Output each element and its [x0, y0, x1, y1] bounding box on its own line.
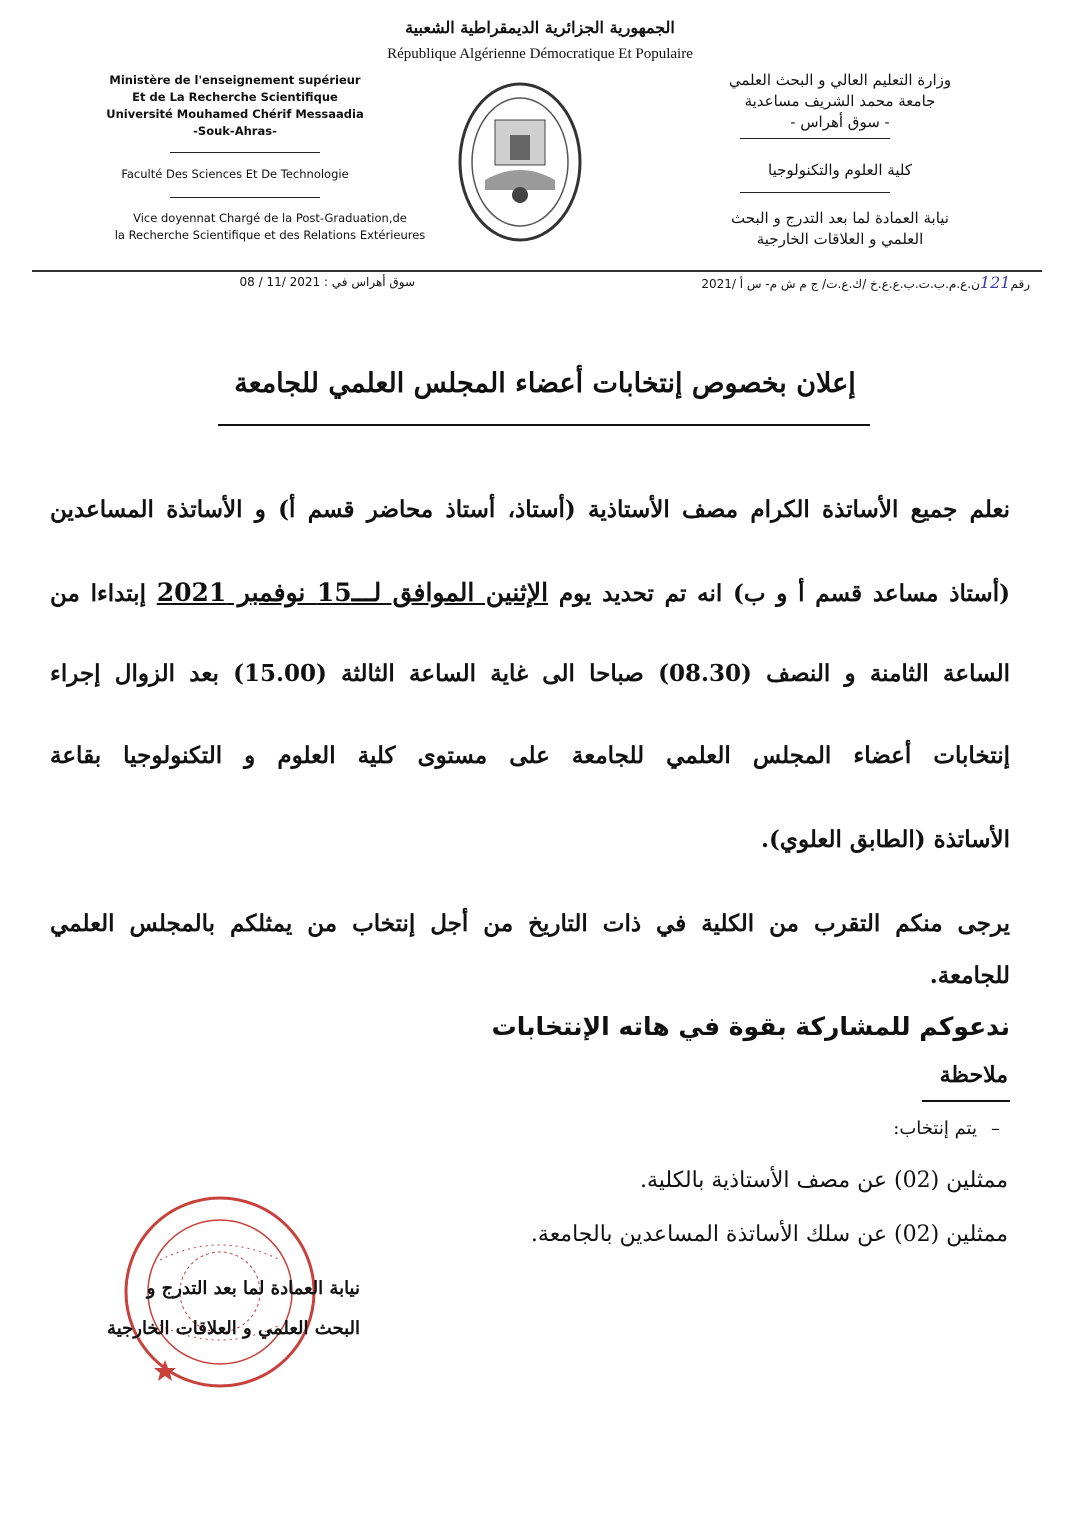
right-separator-2: [740, 192, 890, 193]
ministry-line-1: Ministère de l'enseignement supérieur: [109, 73, 361, 87]
vice-line-2: la Recherche Scientifique et des Relations Extérieures: [114, 228, 426, 242]
note-intro-text: يتم إنتخاب:: [893, 1118, 977, 1139]
note-dash: –: [991, 1118, 1000, 1139]
city-arabic: - سوق أهراس -: [790, 113, 890, 131]
university-name: Université Mouhamed Chérif Messaadia: [106, 107, 364, 121]
ref-handwritten-number: 121: [979, 273, 1011, 292]
left-separator-1: [170, 152, 320, 153]
vice-line-1: Vice doyennat Chargé de la Post-Graduation,de: [133, 211, 407, 225]
left-separator-2: [170, 197, 320, 198]
university-logo: [455, 80, 585, 245]
ref-label: رقم: [1010, 277, 1030, 291]
ministry-line-2: Et de La Recherche Scientifique: [132, 90, 338, 104]
body-line-1: نعلم جميع الأساتذة الكرام مصف الأستاذية (أستاذ، أستاذ محاضر قسم أ) و الأساتذة المساعدين: [50, 496, 1010, 523]
header-rule: [32, 270, 1042, 272]
body-line-2-a: (أستاذ مساعد قسم أ و ب) انه تم تحديد يوم: [558, 580, 1010, 607]
body-line-4: إنتخابات أعضاء المجلس العلمي للجامعة على مستوى كلية العلوم و التكنولوجيا بقاعة: [50, 742, 1010, 769]
vice-deanship-fr: [95, 210, 445, 244]
body-line-6: يرجى منكم التقرب من الكلية في ذات التاريخ من أجل إنتخاب من يمثلكم بالمجلس العلمي: [50, 910, 1010, 937]
reference-number: [600, 273, 1030, 292]
body-line-2-c: إبتداءا من: [50, 580, 146, 607]
ministry-arabic: وزارة التعليم العالي و البحث العلمي: [728, 71, 952, 89]
body-line-2: [50, 578, 1010, 607]
page-title: إعلان بخصوص إنتخابات أعضاء المجلس العلمي للجامعة: [234, 368, 856, 399]
body-line-7: للجامعة.: [929, 962, 1010, 989]
header-country-arabic: الجمهورية الجزائرية الديمقراطية الشعبية: [405, 18, 675, 37]
signature-line-2: البحث العلمي و العلاقات الخارجية: [107, 1318, 360, 1339]
title-underline: [218, 424, 870, 426]
note-heading-underline: [922, 1100, 1010, 1102]
date-label: سوق أهراس في :: [323, 275, 415, 289]
faculty-name-ar: كلية العلوم والتكنولوجيا: [768, 161, 912, 179]
vice-deanship-ar: [690, 208, 990, 250]
body-line-2-date: الإثنين الموافق لـــ15 نوفمبر 2021: [156, 578, 549, 607]
university-city: -Souk-Ahras-: [193, 124, 277, 138]
note-item-1: ممثلين (02) عن مصف الأستاذية بالكلية.: [640, 1168, 1008, 1193]
body-line-3: الساعة الثامنة و النصف (08.30) صباحا الى غاية الساعة الثالثة (15.00) بعد الزوال إجراء: [50, 660, 1011, 687]
signature-line-1: نيابة العمادة لما بعد التدرج و: [146, 1278, 360, 1299]
body-line-5: الأساتذة (الطابق العلوي).: [761, 826, 1010, 853]
header-left-block: [95, 72, 375, 140]
university-arabic: جامعة محمد الشريف مساعدية: [744, 92, 936, 110]
vice-ar-line-2: العلمي و العلاقات الخارجية: [756, 230, 924, 248]
invitation-line: ندعوكم للمشاركة بقوة في هاته الإنتخابات: [491, 1012, 1010, 1041]
note-heading: ملاحظة: [939, 1062, 1008, 1088]
right-separator-1: [740, 138, 890, 139]
ref-date: [195, 275, 415, 289]
note-intro: [800, 1118, 1000, 1139]
header-country-french: République Algérienne Démocratique Et Populaire: [387, 46, 693, 62]
faculty-name-fr: Faculté Des Sciences Et De Technologie: [121, 167, 349, 181]
note-item-2: ممثلين (02) عن سلك الأساتذة المساعدين بالجامعة.: [530, 1222, 1008, 1247]
ref-code: ن.ع.م.ب.ت.ب.ع.ع.خ /ك.ع.ت/ ج م ش م- س أ /2021: [701, 277, 980, 291]
vice-ar-line-1: نيابة العمادة لما بعد التدرج و البحث: [731, 209, 949, 227]
header-right-block: [690, 70, 990, 133]
date-value: 08 / 11/ 2021: [239, 275, 321, 289]
